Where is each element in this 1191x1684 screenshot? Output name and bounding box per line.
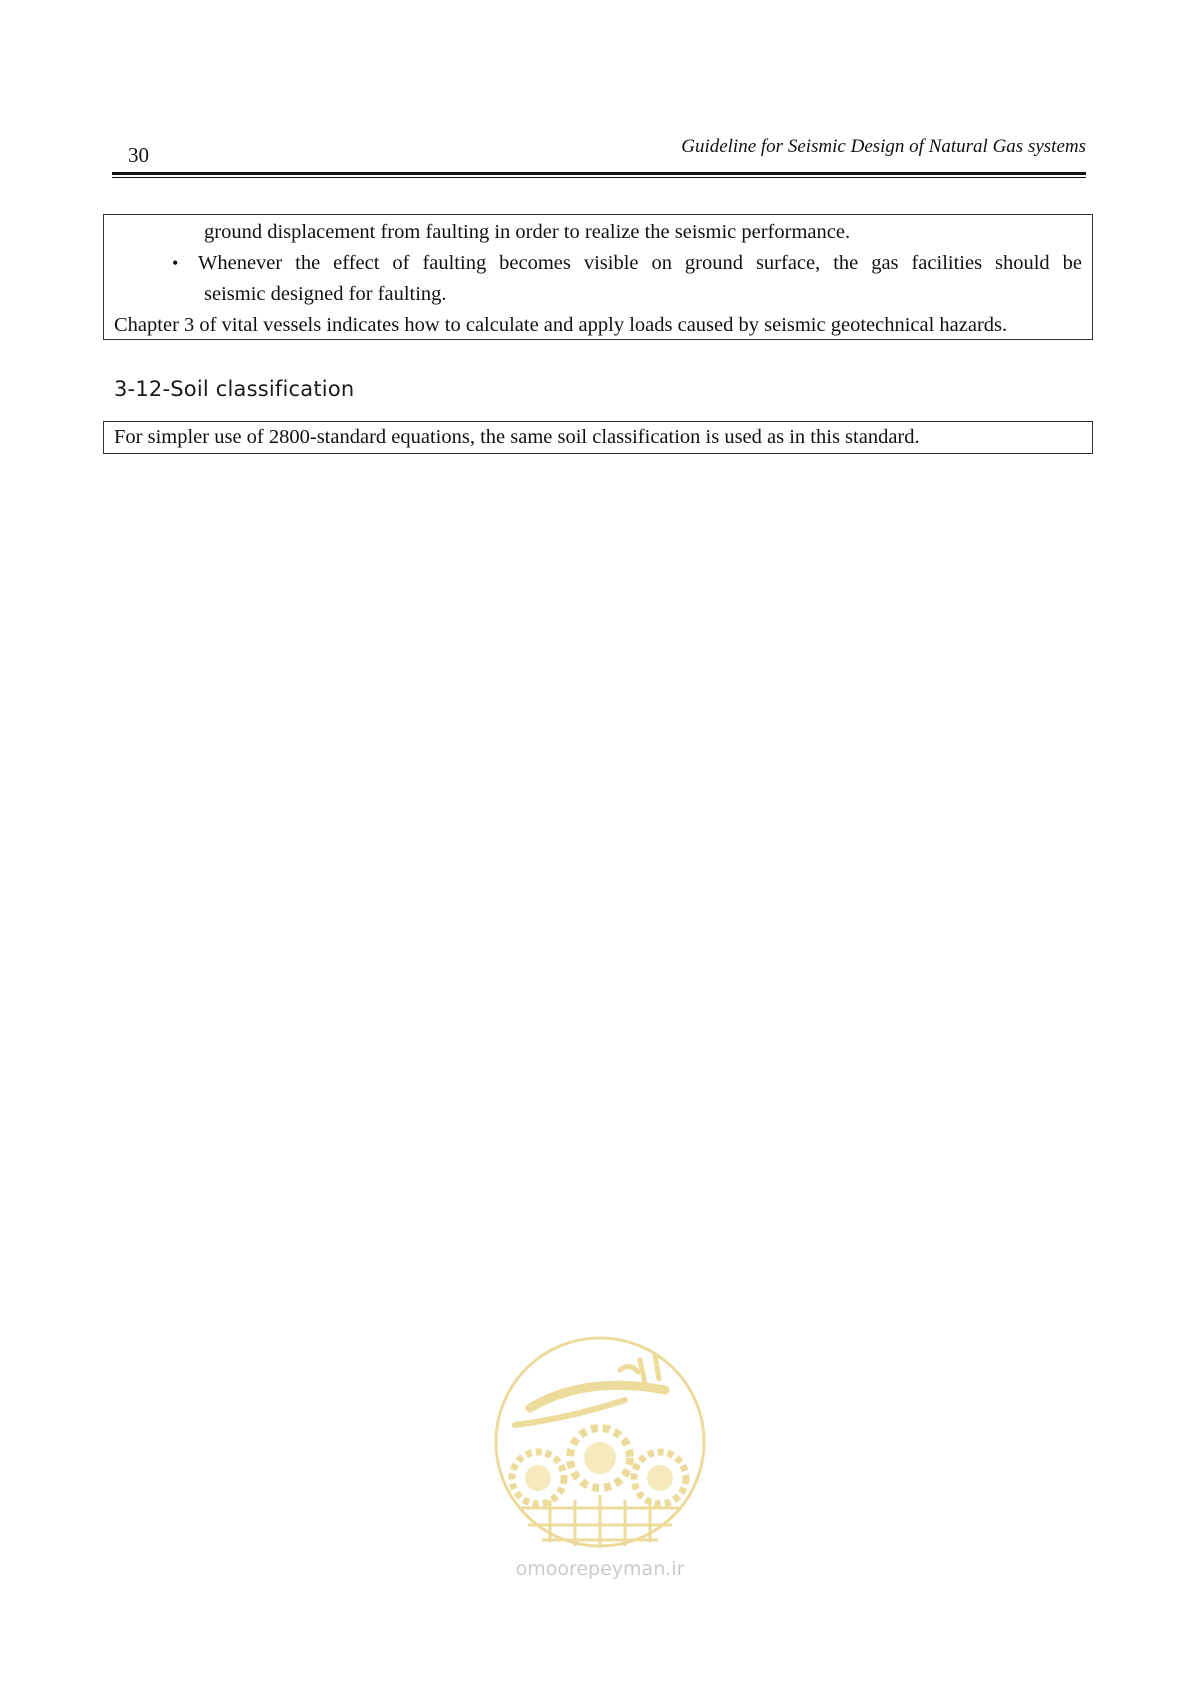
section-heading: 3-12-Soil classification bbox=[114, 377, 355, 401]
running-title: Guideline for Seismic Design of Natural Gas systems bbox=[681, 136, 1086, 157]
paragraph-line: Chapter 3 of vital vessels indicates how to calculate and apply loads caused by seismic geotechnical hazards. bbox=[114, 314, 1008, 336]
watermark-site-text: omoorepeyman.ir bbox=[515, 1558, 685, 1580]
watermark-seal-icon bbox=[490, 1330, 710, 1555]
bullet-icon: • bbox=[172, 253, 179, 273]
text-box-soil bbox=[103, 421, 1093, 454]
bullet-continuation: seismic designed for faulting. bbox=[204, 283, 447, 305]
bullet-text: Whenever the effect of faulting becomes visible on ground surface, the gas facilities should be bbox=[198, 252, 1082, 274]
watermark-logo bbox=[490, 1330, 710, 1580]
header-rule-thin bbox=[112, 177, 1086, 178]
bullet-item bbox=[114, 248, 1082, 279]
paragraph-line: For simpler use of 2800-standard equations, the same soil classification is used as in this standard. bbox=[114, 426, 920, 448]
header-rule bbox=[112, 172, 1086, 175]
paragraph-line: ground displacement from faulting in order to realize the seismic performance. bbox=[204, 221, 851, 243]
page-number: 30 bbox=[128, 143, 149, 167]
text-box-faulting bbox=[103, 214, 1093, 340]
